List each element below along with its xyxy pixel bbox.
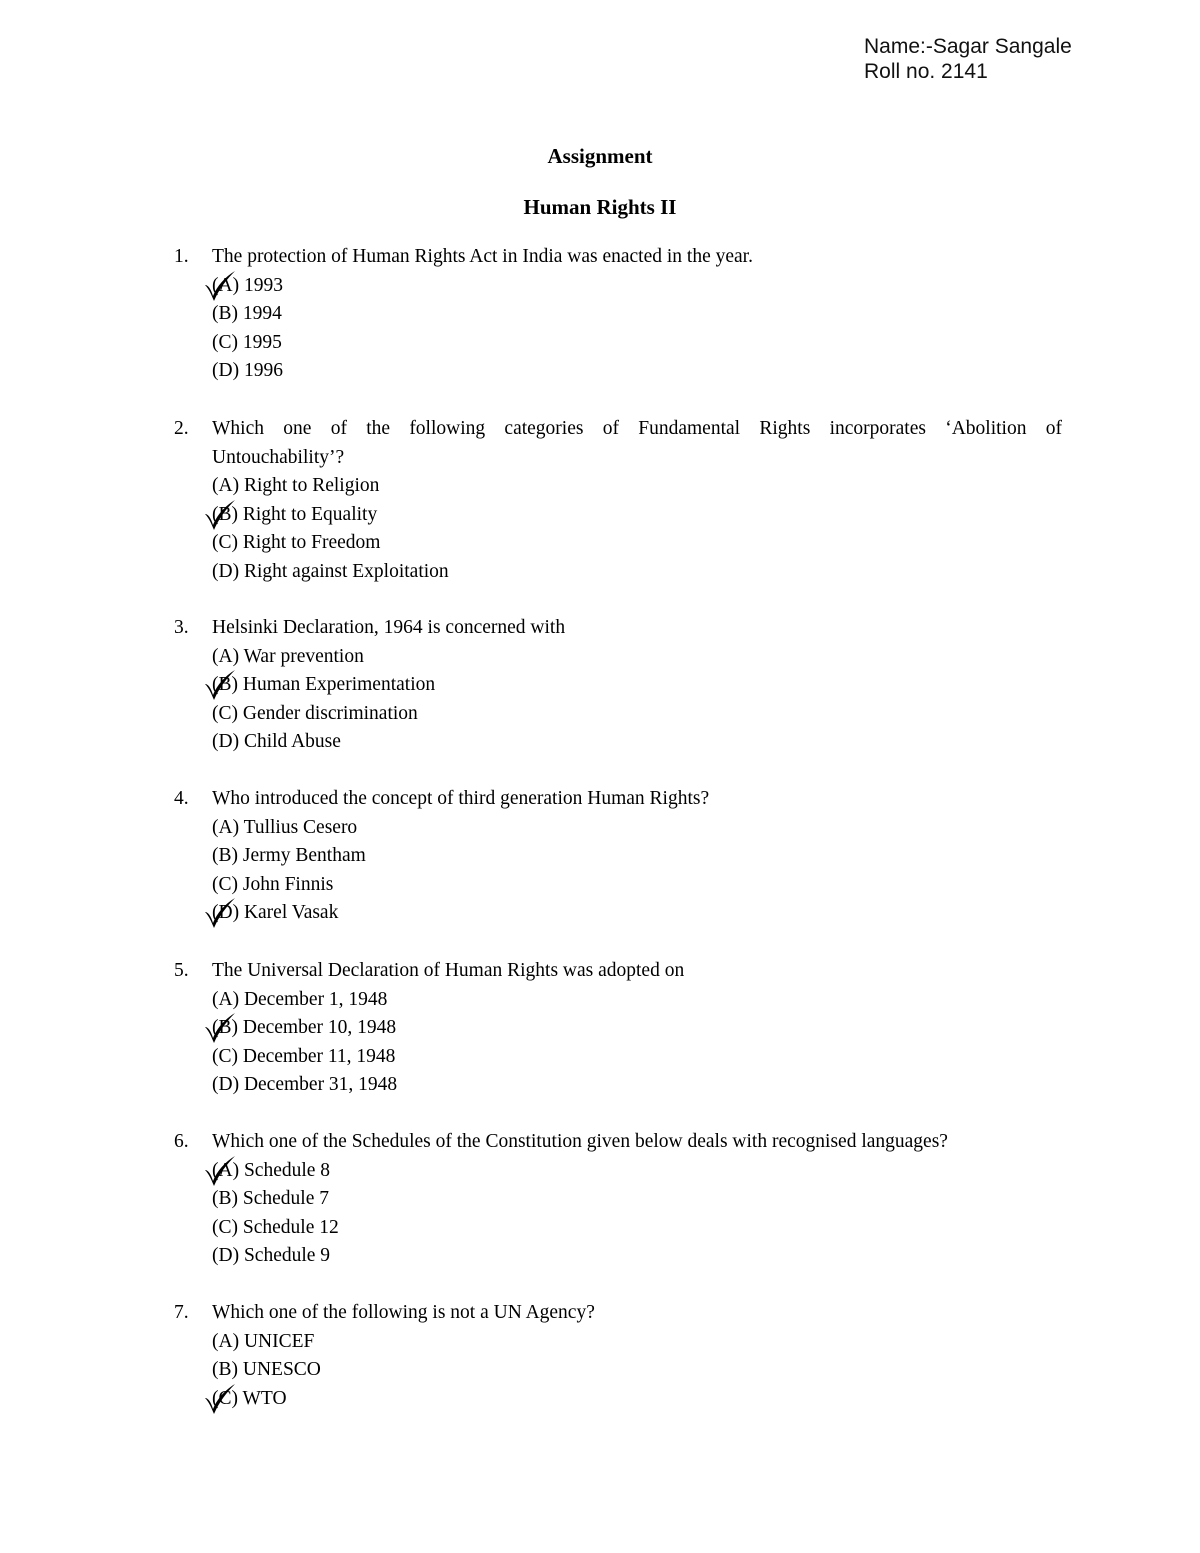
answer-option: (A) December 1, 1948 [212, 988, 388, 1010]
question-number: 1. [174, 246, 189, 267]
answer-option: (A) 1993 [212, 274, 283, 296]
answer-option: (D) 1996 [212, 360, 283, 381]
answer-option: (A) War prevention [212, 645, 364, 667]
answer-option: (D) Schedule 9 [212, 1245, 331, 1266]
question-text: The protection of Human Rights Act in India was enacted in the year. [212, 246, 753, 267]
document-title: Assignment [547, 144, 653, 168]
question-number: 6. [174, 1131, 189, 1152]
answer-option: (D) Karel Vasak [212, 902, 339, 923]
question-text: Helsinki Declaration, 1964 is concerned with [212, 617, 566, 638]
checkmark-icon [203, 269, 237, 303]
answer-option: (B) December 10, 1948 [212, 1017, 397, 1038]
question-number: 7. [174, 1302, 189, 1323]
answer-option: (B) Human Experimentation [212, 674, 436, 695]
student-info [864, 34, 1072, 84]
answer-option: (D) Right against Exploitation [212, 560, 449, 582]
answer-option: (A) Tullius Cesero [212, 816, 358, 838]
roll-number: Roll no. 2141 [864, 60, 988, 83]
question-number: 3. [174, 617, 189, 638]
answer-option: (C) Gender discrimination [212, 702, 418, 724]
question-text: Which one of the following categories of Fundamental Rights incorporates ‘Abolition of [212, 418, 1062, 439]
question-text: Which one of the following is not a UN Agency? [212, 1302, 595, 1323]
answer-option: (C) 1995 [212, 331, 282, 353]
answer-option: (A) Right to Religion [212, 475, 380, 496]
question-text: Which one of the Schedules of the Constitution given below deals with recognised languages? [212, 1131, 948, 1152]
checkmark-icon [203, 498, 237, 532]
question-number: 4. [174, 788, 189, 809]
document-subtitle: Human Rights II [523, 195, 677, 219]
answer-option: (C) December 11, 1948 [212, 1045, 396, 1067]
answer-option: (A) UNICEF [212, 1330, 315, 1352]
answer-option: (D) December 31, 1948 [212, 1074, 398, 1095]
answer-option: (C) Right to Freedom [212, 532, 381, 553]
checkmark-icon [203, 1154, 237, 1188]
student-name: Name:-Sagar Sangale [864, 35, 1072, 58]
checkmark-icon [203, 1382, 237, 1416]
answer-option: (B) UNESCO [212, 1359, 321, 1380]
question-text: Untouchability’? [212, 446, 345, 468]
answer-option: (B) Jermy Bentham [212, 845, 366, 866]
answer-option: (D) Child Abuse [212, 731, 341, 752]
question-text: The Universal Declaration of Human Rights was adopted on [212, 960, 685, 981]
answer-option: (B) 1994 [212, 303, 282, 324]
answer-option: (C) John Finnis [212, 873, 334, 895]
answer-option: (B) Schedule 7 [212, 1188, 329, 1209]
question-number: 5. [174, 960, 189, 981]
checkmark-icon [203, 668, 237, 702]
question-number: 2. [174, 418, 189, 439]
checkmark-icon [203, 896, 237, 930]
answer-option: (A) Schedule 8 [212, 1159, 331, 1181]
answer-option: (C) Schedule 12 [212, 1216, 339, 1238]
answer-option: (C) WTO [212, 1387, 287, 1409]
question-text: Who introduced the concept of third generation Human Rights? [212, 788, 710, 809]
checkmark-icon [203, 1011, 237, 1045]
answer-option: (B) Right to Equality [212, 503, 378, 525]
